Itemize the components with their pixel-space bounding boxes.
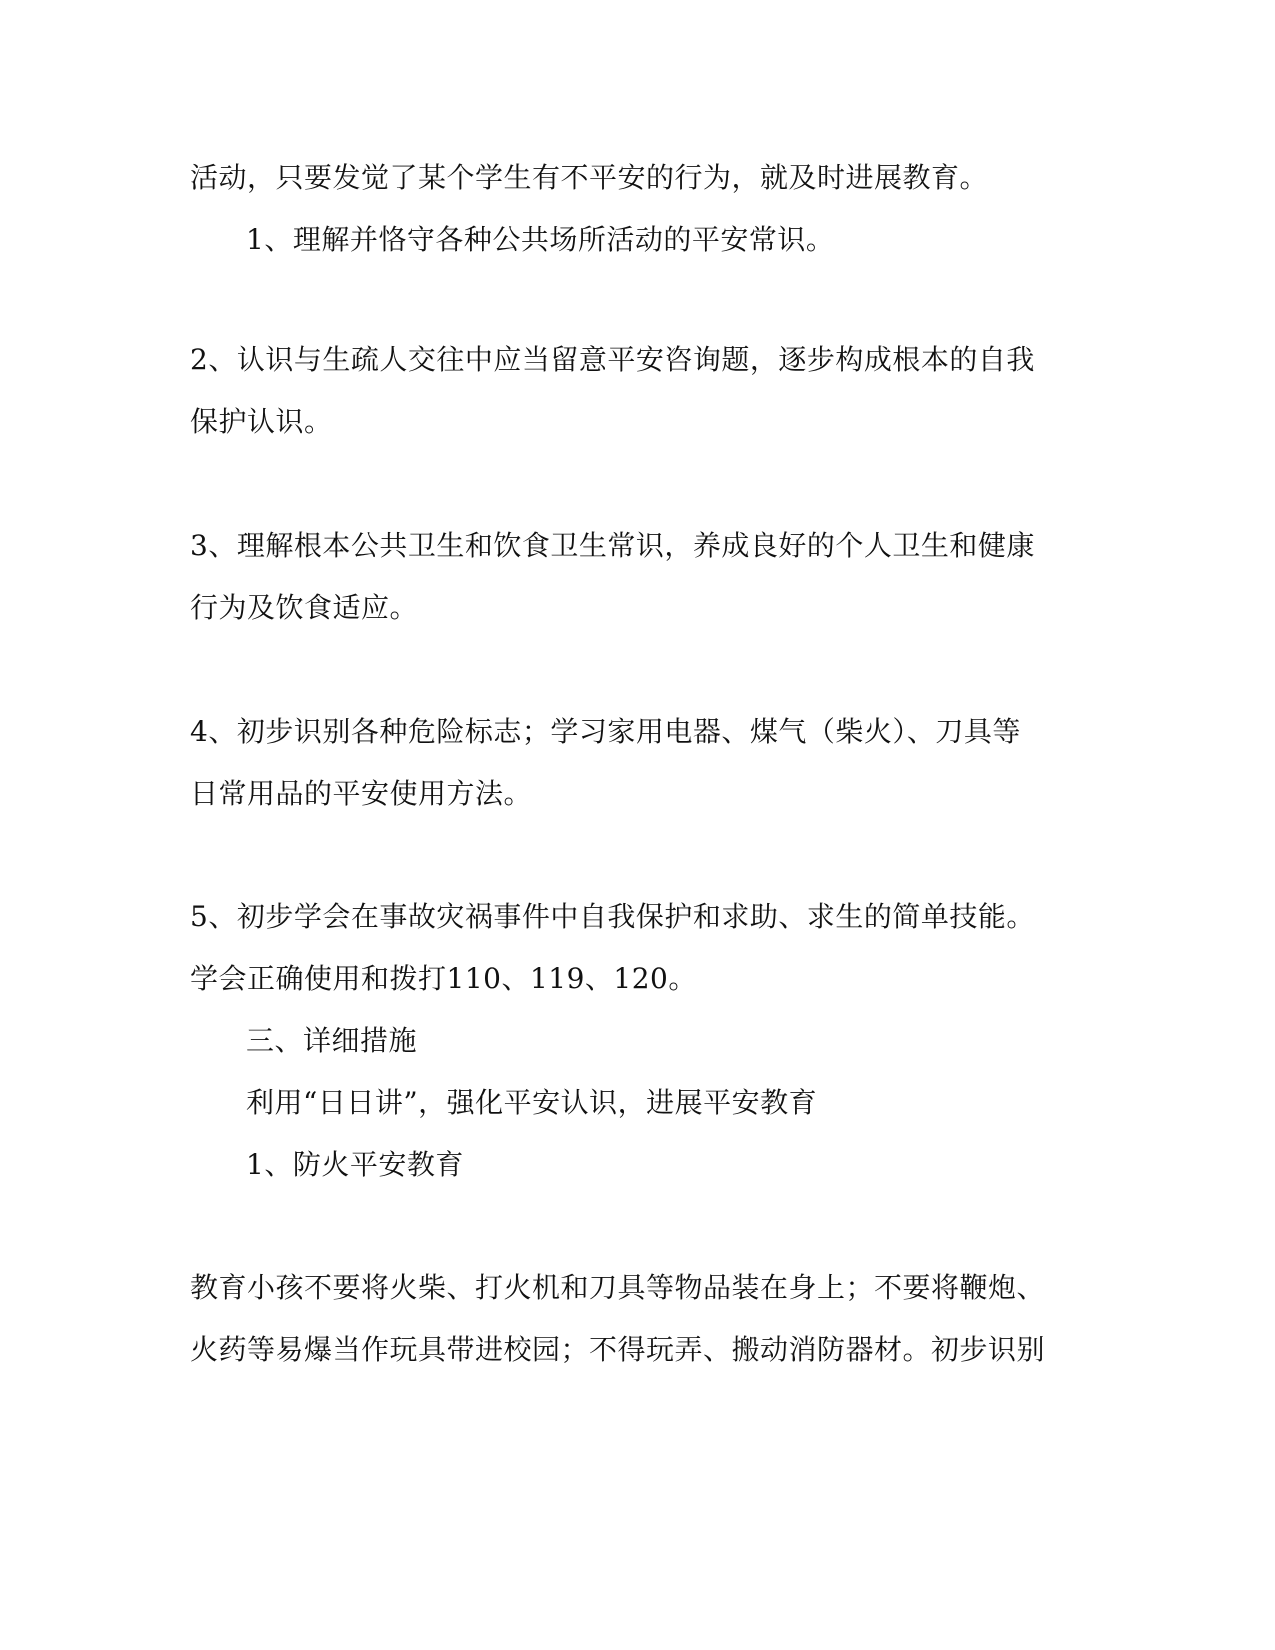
section-heading: 三、详细措施 [246,1024,418,1057]
list-item-4-line-1: 4、初步识别各种危险标志；学习家用电器、煤气（柴火）、刀具等 [190,715,1021,748]
list-item-4-line-2: 日常用品的平安使用方法。 [190,777,533,810]
paragraph-line: 活动，只要发觉了某个学生有不平安的行为，就及时进展教育。 [190,161,989,194]
subheading: 利用“日日讲”，强化平安认识，进展平安教育 [246,1086,818,1119]
body-line-1: 教育小孩不要将火柴、打火机和刀具等物品装在身上；不要将鞭炮、 [190,1271,1046,1304]
list-item-2-line-2: 保护认识。 [190,405,333,438]
subsection-title: 1、防火平安教育 [246,1148,464,1181]
list-item-3-line-1: 3、理解根本公共卫生和饮食卫生常识，养成良好的个人卫生和健康 [190,529,1035,562]
list-item-2-line-1: 2、认识与生疏人交往中应当留意平安咨询题，逐步构成根本的自我 [190,343,1035,376]
list-item-5-line-2: 学会正确使用和拨打110、119、120。 [190,962,697,995]
list-item-3-line-2: 行为及饮食适应。 [190,591,419,624]
list-item-1: 1、理解并恪守各种公共场所活动的平安常识。 [246,223,835,256]
body-line-2: 火药等易爆当作玩具带进校园；不得玩弄、搬动消防器材。初步识别 [190,1333,1046,1366]
list-item-5-line-1: 5、初步学会在事故灾祸事件中自我保护和求助、求生的简单技能。 [190,900,1035,933]
